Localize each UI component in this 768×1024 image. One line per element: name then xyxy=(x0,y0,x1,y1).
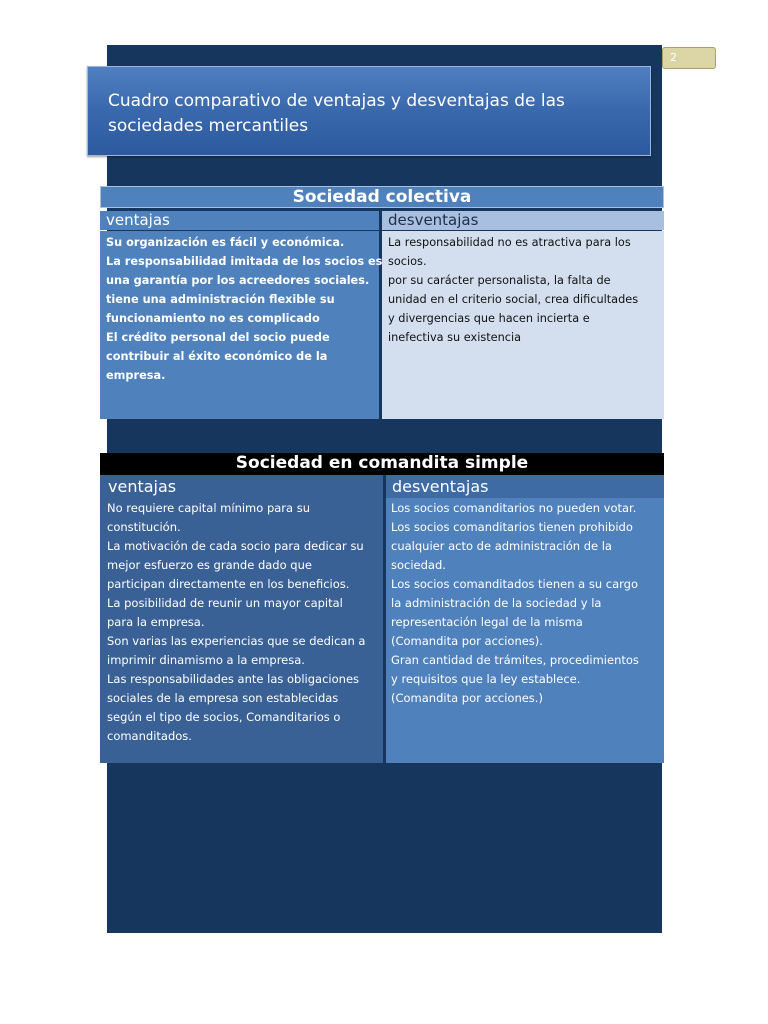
comandita-desventajas-cell xyxy=(386,475,664,763)
comandita-ventajas-text xyxy=(107,499,379,746)
list-item: la administración de la sociedad y la xyxy=(391,596,602,610)
comandita-desventajas-text xyxy=(391,499,660,708)
list-item: y divergencias que hacen incierta e xyxy=(388,312,590,325)
colectiva-ventajas-label: ventajas xyxy=(100,211,379,230)
list-item: Las responsabilidades ante las obligaciones xyxy=(107,672,360,686)
list-item: (Comandita por acciones). xyxy=(391,634,543,648)
list-item: funcionamiento no es complicado xyxy=(106,312,320,325)
list-item: No requiere capital mínimo para su xyxy=(107,501,311,515)
list-item: empresa. xyxy=(106,369,166,382)
list-item: Su organización es fácil y económica. xyxy=(106,236,345,249)
title-line: Cuadro comparativo de ventajas y desventajas de las xyxy=(108,91,565,111)
colectiva-ventajas-cell xyxy=(100,231,383,419)
list-item: según el tipo de socios, Comanditarios o xyxy=(107,710,341,724)
list-item: contribuir al éxito económico de la xyxy=(106,350,328,363)
list-item: Los socios comanditarios no pueden votar. xyxy=(391,501,637,515)
section-colectiva-heading: Sociedad colectiva xyxy=(100,186,664,208)
page-title xyxy=(108,89,650,139)
list-item: sociedad. xyxy=(391,558,446,572)
page-number-badge xyxy=(662,47,716,69)
list-item: Los socios comanditados tienen a su cargo xyxy=(391,577,639,591)
page-number: 2 xyxy=(670,51,677,64)
list-item: y requisitos que la ley establece. xyxy=(391,672,581,686)
list-item: inefectiva su existencia xyxy=(388,331,522,344)
list-item: Gran cantidad de trámites, procedimientos xyxy=(391,653,639,667)
list-item: unidad en el criterio social, crea dificultades xyxy=(388,293,639,306)
list-item: La responsabilidad imitada de los socios es xyxy=(106,255,383,268)
list-item: tiene una administración flexible su xyxy=(106,293,335,306)
list-item: representación legal de la misma xyxy=(391,615,583,629)
list-item: Son varias las experiencias que se dedican a xyxy=(107,634,366,648)
list-item: mejor esfuerzo es grande dado que xyxy=(107,558,312,572)
list-item: cualquier acto de administración de la xyxy=(391,539,612,553)
list-item: imprimir dinamismo a la empresa. xyxy=(107,653,305,667)
section-comandita-heading: Sociedad en comandita simple xyxy=(100,453,664,475)
list-item: La motivación de cada socio para dedicar su xyxy=(107,539,364,553)
list-item: La responsabilidad no es atractiva para los xyxy=(388,236,631,249)
list-item: La posibilidad de reunir un mayor capital xyxy=(107,596,343,610)
comandita-ventajas-cell xyxy=(100,475,383,763)
list-item: Los socios comanditarios tienen prohibido xyxy=(391,520,633,534)
list-item: una garantía por los acreedores sociales. xyxy=(106,274,370,287)
comandita-desventajas-label: desventajas xyxy=(392,477,489,496)
list-item: para la empresa. xyxy=(107,615,205,629)
list-item: participan directamente en los beneficios. xyxy=(107,577,350,591)
colectiva-desventajas-cell xyxy=(382,231,664,419)
colectiva-desventajas-label: desventajas xyxy=(382,211,664,230)
list-item: por su carácter personalista, la falta de xyxy=(388,274,611,287)
list-item: comanditados. xyxy=(107,729,192,743)
list-item: constitución. xyxy=(107,520,181,534)
title-box xyxy=(87,66,651,156)
list-item: El crédito personal del socio puede xyxy=(106,331,330,344)
list-item: socios. xyxy=(388,255,427,268)
list-item: (Comandita por acciones.) xyxy=(391,691,543,705)
title-line: sociedades mercantiles xyxy=(108,116,309,136)
comandita-ventajas-label: ventajas xyxy=(108,477,177,496)
list-item: sociales de la empresa son establecidas xyxy=(107,691,339,705)
